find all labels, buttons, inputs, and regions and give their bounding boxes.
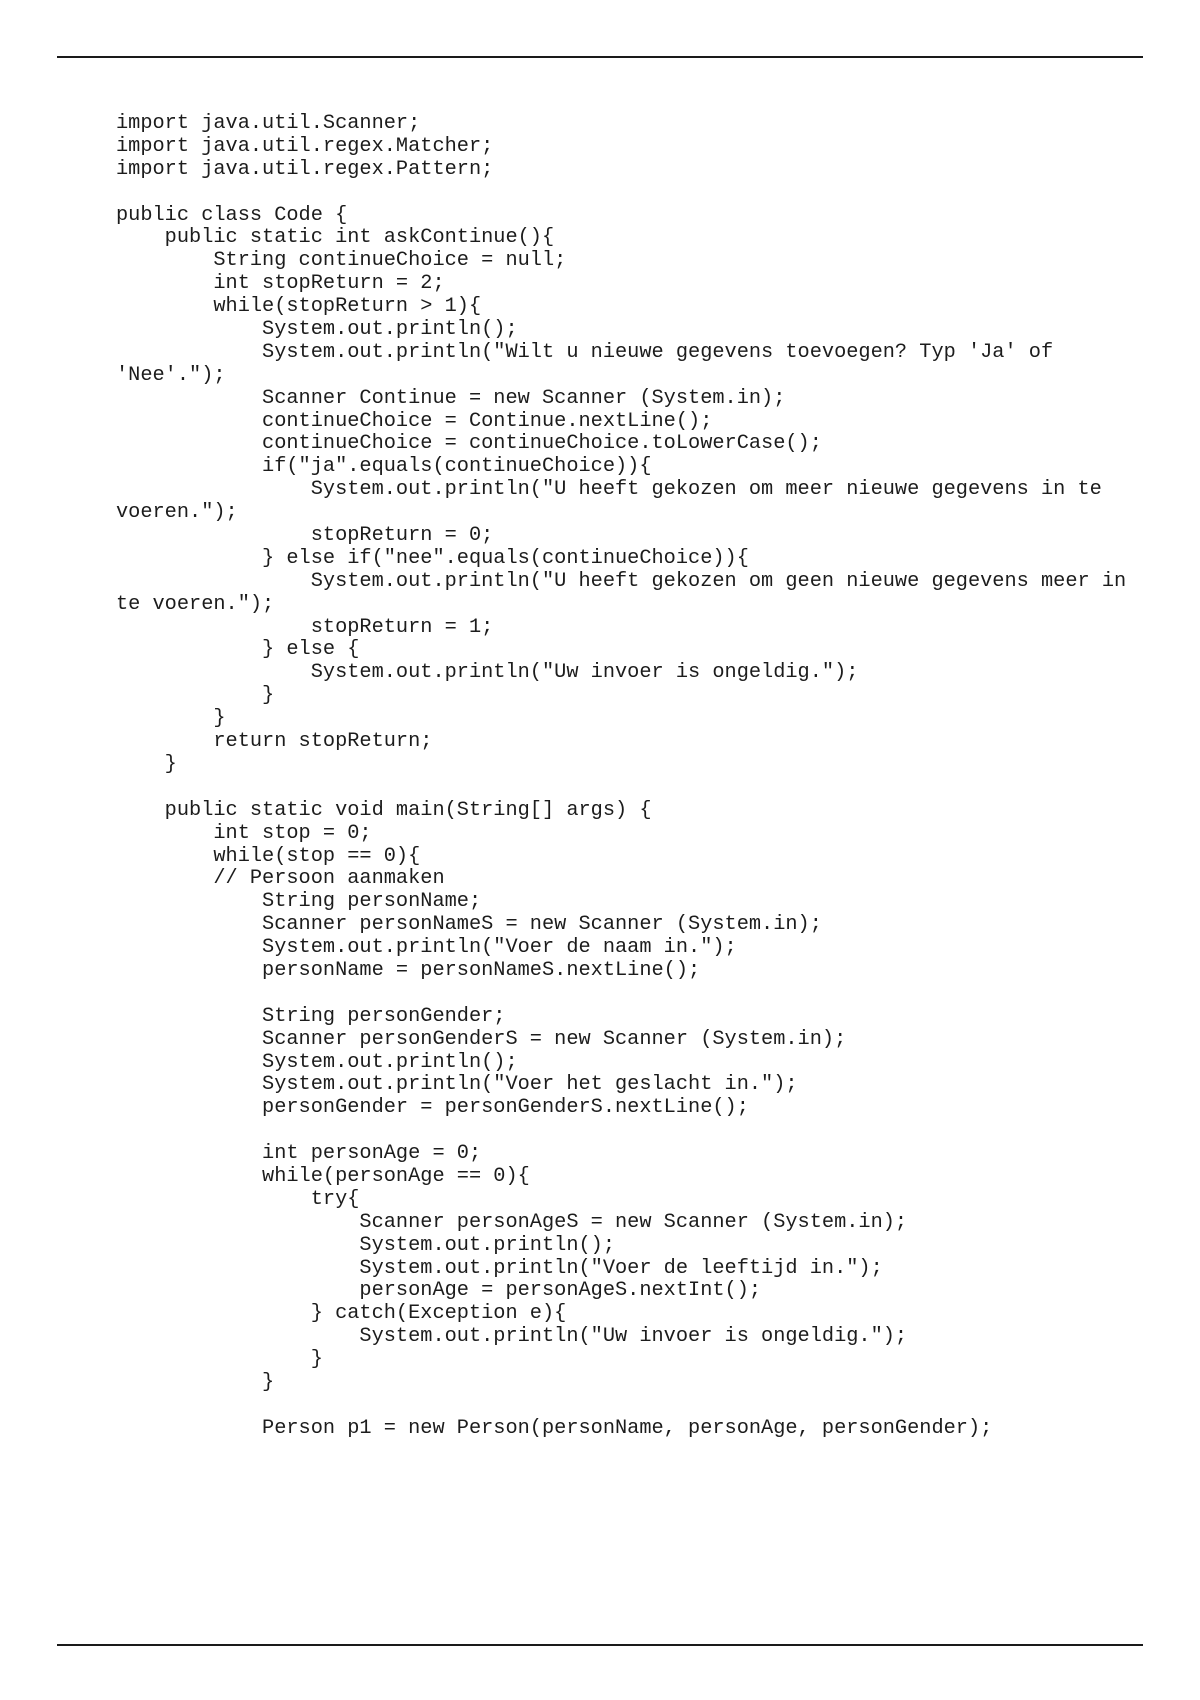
code-line: continueChoice = Continue.nextLine(); (116, 409, 713, 433)
code-line: import java.util.regex.Pattern; (116, 157, 494, 181)
code-line: Scanner personGenderS = new Scanner (System.in); (116, 1027, 847, 1051)
code-line: System.out.println("Wilt u nieuwe gegevens toevoegen? Typ 'Ja' of (116, 340, 1054, 364)
code-line: System.out.println("Voer de leeftijd in."); (116, 1256, 883, 1280)
code-line: System.out.println(); (116, 1050, 518, 1074)
code-line: int personAge = 0; (116, 1142, 482, 1166)
code-line: te voeren."); (116, 592, 275, 616)
code-line: String personName; (116, 890, 482, 914)
code-line: } (116, 752, 177, 776)
code-line: return stopReturn; (116, 730, 433, 754)
code-line (116, 1120, 1126, 1143)
code-line: System.out.println("Uw invoer is ongeldig."); (116, 1325, 908, 1349)
code-line: while(stop == 0){ (116, 844, 421, 868)
code-line: if("ja".equals(continueChoice)){ (116, 455, 652, 479)
code-line: int stopReturn = 2; (116, 272, 445, 296)
code-line (116, 777, 1126, 800)
code-line: stopReturn = 1; (116, 615, 494, 639)
code-line: personGender = personGenderS.nextLine(); (116, 1096, 749, 1120)
code-block (116, 113, 1126, 1441)
code-line: } else if("nee".equals(continueChoice)){ (116, 546, 749, 570)
code-line: import java.util.regex.Matcher; (116, 134, 494, 158)
code-line: while(stopReturn > 1){ (116, 295, 482, 319)
code-line: try{ (116, 1187, 360, 1211)
code-line: continueChoice = continueChoice.toLowerCase(); (116, 432, 822, 456)
code-line: int stop = 0; (116, 821, 372, 845)
code-line: System.out.println("Voer het geslacht in."); (116, 1073, 798, 1097)
code-line: import java.util.Scanner; (116, 112, 421, 135)
code-line: Scanner personNameS = new Scanner (System.in); (116, 913, 822, 937)
code-line: } (116, 684, 275, 708)
code-line: } (116, 1370, 275, 1394)
code-line: stopReturn = 0; (116, 524, 494, 548)
code-line (116, 1395, 1126, 1418)
code-line: } (116, 707, 226, 731)
code-line: } else { (116, 638, 360, 662)
code-line: } (116, 1348, 323, 1372)
code-line: public static int askContinue(){ (116, 226, 555, 250)
code-line (116, 182, 1126, 205)
code-line: System.out.println("U heeft gekozen om meer nieuwe gegevens in te (116, 478, 1102, 502)
code-line: Person p1 = new Person(personName, personAge, personGender); (116, 1416, 993, 1440)
code-line: // Persoon aanmaken (116, 867, 445, 891)
code-line: 'Nee'."); (116, 363, 226, 387)
code-line: Scanner Continue = new Scanner (System.in); (116, 386, 786, 410)
code-line: System.out.println("U heeft gekozen om geen nieuwe gegevens meer in (116, 569, 1127, 593)
code-line: System.out.println(); (116, 318, 518, 342)
code-line (116, 983, 1126, 1006)
bottom-rule (57, 1644, 1143, 1646)
code-line: System.out.println("Voer de naam in."); (116, 936, 737, 960)
code-line: while(personAge == 0){ (116, 1164, 530, 1188)
code-line: String continueChoice = null; (116, 249, 567, 273)
code-line: } catch(Exception e){ (116, 1302, 567, 1326)
code-line: public class Code { (116, 203, 348, 227)
top-rule (57, 56, 1143, 58)
code-line: personAge = personAgeS.nextInt(); (116, 1279, 762, 1303)
code-line: System.out.println("Uw invoer is ongeldig."); (116, 661, 859, 685)
code-line: System.out.println(); (116, 1233, 615, 1257)
code-line: public static void main(String[] args) { (116, 798, 652, 822)
code-line: personName = personNameS.nextLine(); (116, 958, 701, 982)
code-line: String personGender; (116, 1004, 506, 1028)
code-line: voeren."); (116, 501, 238, 525)
code-line: Scanner personAgeS = new Scanner (System.in); (116, 1210, 908, 1234)
